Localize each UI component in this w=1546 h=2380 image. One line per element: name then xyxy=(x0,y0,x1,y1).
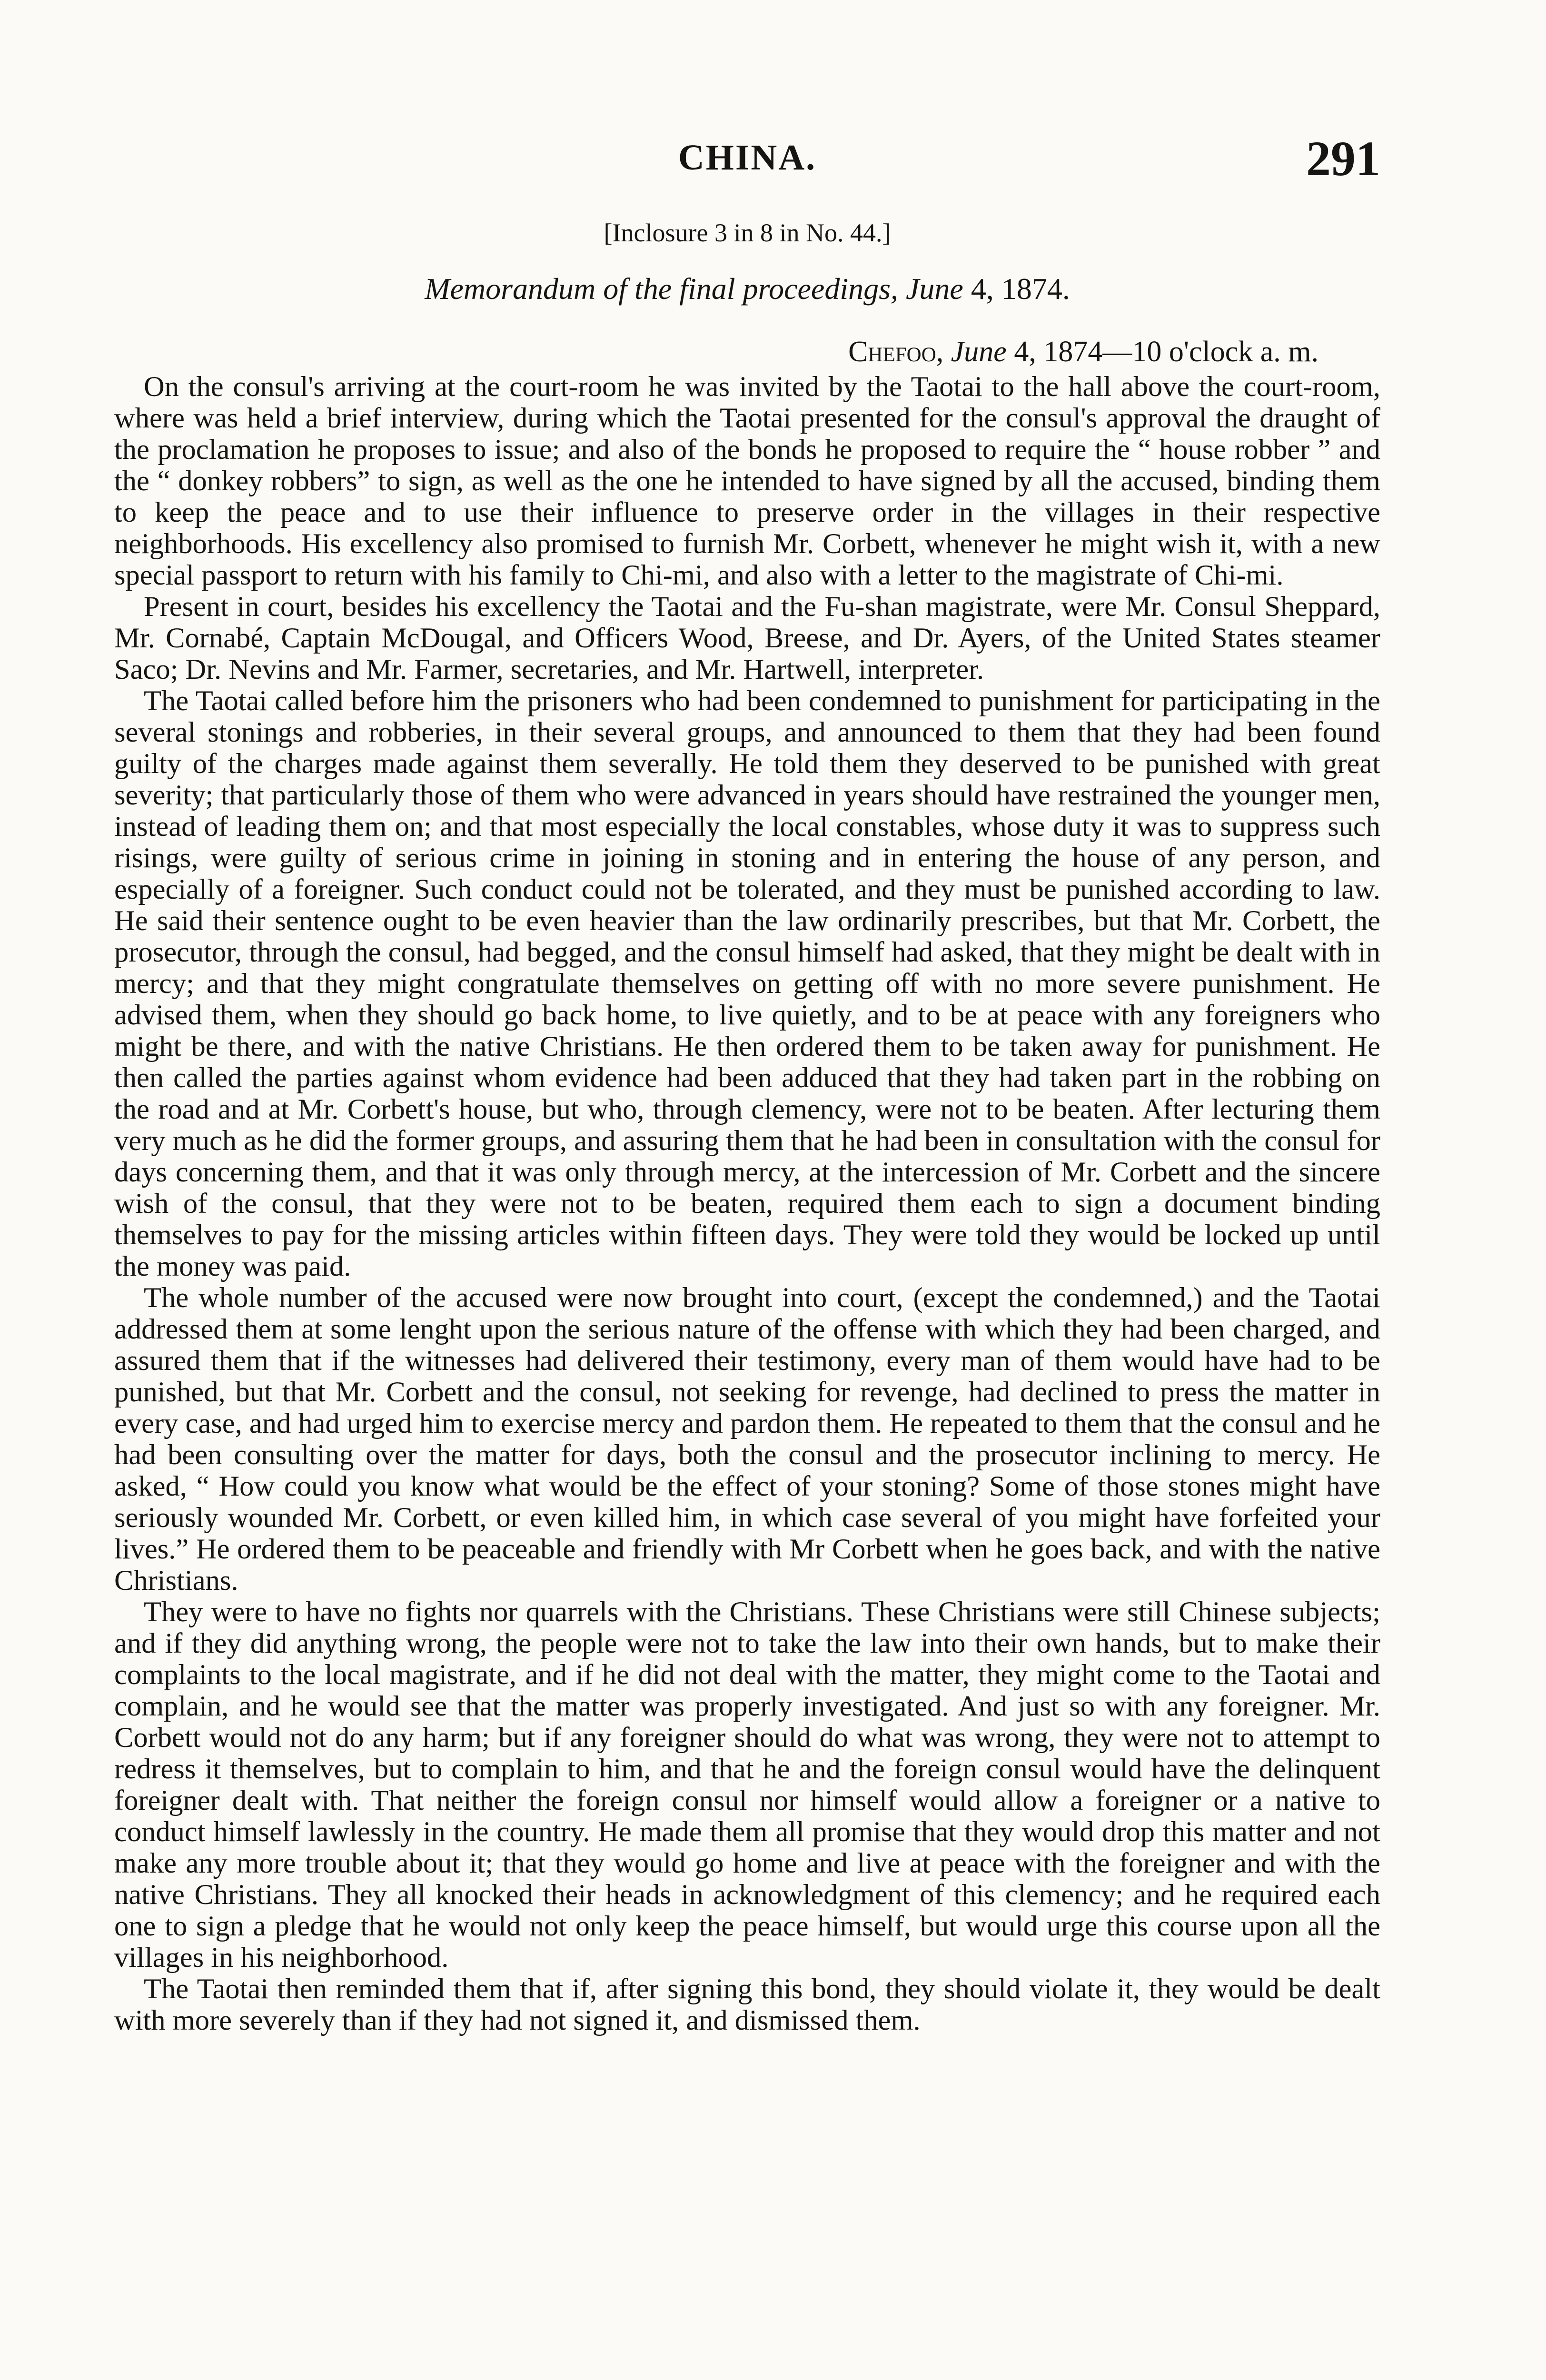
dateline-month: June xyxy=(951,336,1007,368)
dateline xyxy=(114,335,1380,369)
dateline-place: Chefoo, xyxy=(848,336,944,368)
paragraph-6: The Taotai then reminded them that if, after signing this bond, they should violate it, they would be dealt with more severely than if they had not signed it, and dismissed them. xyxy=(114,1973,1380,2036)
running-title: CHINA. xyxy=(678,138,817,178)
memo-title-text: Memorandum of the final proceedings, June xyxy=(425,272,963,306)
paragraph-1: On the consul's arriving at the court-room he was invited by the Taotai to the hall above the court-room, where was held a brief interview, during which the Taotai presented for the consul's approval the draught of the proclamation he proposes to issue; and also of the bonds he proposed to require the “ house robber ” and the “ donkey robbers” to sign, as well as the one he intended to have signed by all the accused, binding them to keep the peace and to use their influence to preserve order in the villages in their respective neighborhoods. His excellency also promised to furnish Mr. Corbett, whenever he might wish it, with a new special passport to return with his family to Chi-mi, and also with a letter to the magistrate of Chi-mi. xyxy=(114,371,1380,591)
running-head xyxy=(114,131,1380,189)
memo-body xyxy=(114,371,1380,2036)
paragraph-3: The Taotai called before him the prisoners who had been condemned to punishment for participating in the several stonings and robberies, in their several groups, and announced to them that they had been found guilty of the charges made against them severally. He told them they deserved to be punished with great severity; that particularly those of them who were advanced in years should have restrained the younger men, instead of leading them on; and that most especially the local constables, whose duty it was to suppress such risings, were guilty of serious crime in joining in stoning and in entering the house of any person, and especially of a foreigner. Such conduct could not be tolerated, and they must be punished according to law. He said their sentence ought to be even heavier than the law ordinarily prescribes, but that Mr. Corbett, the prosecutor, through the consul, had begged, and the consul himself had asked, that they might be dealt with in mercy; and that they might congratulate themselves on getting off with no more severe punishment. He advised them, when they should go back home, to live quietly, and to be at peace with any foreigners who might be there, and with the native Christians. He then ordered them to be taken away for punishment. He then called the parties against whom evidence had been adduced that they had taken part in the robbing on the road and at Mr. Corbett's house, but who, through clemency, were not to be beaten. After lecturing them very much as he did the former groups, and assuring them that he had been in consultation with the consul for days concerning them, and that it was only through mercy, at the intercession of Mr. Corbett and the sincere wish of the consul, that they were not to be beaten, required them each to sign a document binding themselves to pay for the missing articles within fifteen days. They were told they would be locked up until the money was paid. xyxy=(114,685,1380,1282)
inclosure-note: [Inclosure 3 in 8 in No. 44.] xyxy=(604,218,891,247)
paragraph-2: Present in court, besides his excellency the Taotai and the Fu-shan magistrate, were Mr. Consul Sheppard, Mr. Cornabé, Captain McDougal, and Officers Wood, Breese, and Dr. Ayers, of the United States steamer Saco; Dr. Nevins and Mr. Farmer, secretaries, and Mr. Hartwell, interpreter. xyxy=(114,591,1380,685)
memo-title-date: 4, 1874. xyxy=(971,272,1070,306)
memo-title xyxy=(114,271,1380,307)
paragraph-5: They were to have no fights nor quarrels with the Christians. These Christians were still Chinese subjects; and if they did anything wrong, the people were not to take the law into their own hands, but to make their complaints to the local magistrate, and if he did not deal with the matter, they might come to the Taotai and complain, and he would see that the matter was properly investigated. And just so with any foreigner. Mr. Corbett would not do any harm; but if any foreigner should do what was wrong, they were not to attempt to redress it themselves, but to complain to him, and that he and the foreign consul would have the delinquent foreigner dealt with. That neither the foreign consul nor himself would allow a foreigner or a native to conduct himself lawlessly in the country. He made them all promise that they would drop this matter and not make any more trouble about it; that they would go home and live at peace with the foreigner and with the native Christians. They all knocked their heads in acknowledgment of this clemency; and he required each one to sign a pledge that he would not only keep the peace himself, but would urge this course upon all the villages in his neighborhood. xyxy=(114,1596,1380,1973)
dateline-time: 4, 1874—10 o'clock a. m. xyxy=(1014,336,1318,368)
paragraph-4: The whole number of the accused were now brought into court, (except the condemned,) and the Taotai addressed them at some lenght upon the serious nature of the offense with which they had been charged, and assured them that if the witnesses had delivered their testimony, every man of them would have had to be punished, but that Mr. Corbett and the consul, not seeking for revenge, had declined to press the matter in every case, and had urged him to exercise mercy and pardon them. He repeated to them that the consul and he had been consulting over the matter for days, both the consul and the prosecutor inclining to mercy. He asked, “ How could you know what would be the effect of your stoning? Some of those stones might have seriously wounded Mr. Corbett, or even killed him, in which case several of you might have forfeited your lives.” He ordered them to be peaceable and friendly with Mr Corbett when he goes back, and with the native Christians. xyxy=(114,1282,1380,1597)
page-number: 291 xyxy=(1306,131,1380,186)
